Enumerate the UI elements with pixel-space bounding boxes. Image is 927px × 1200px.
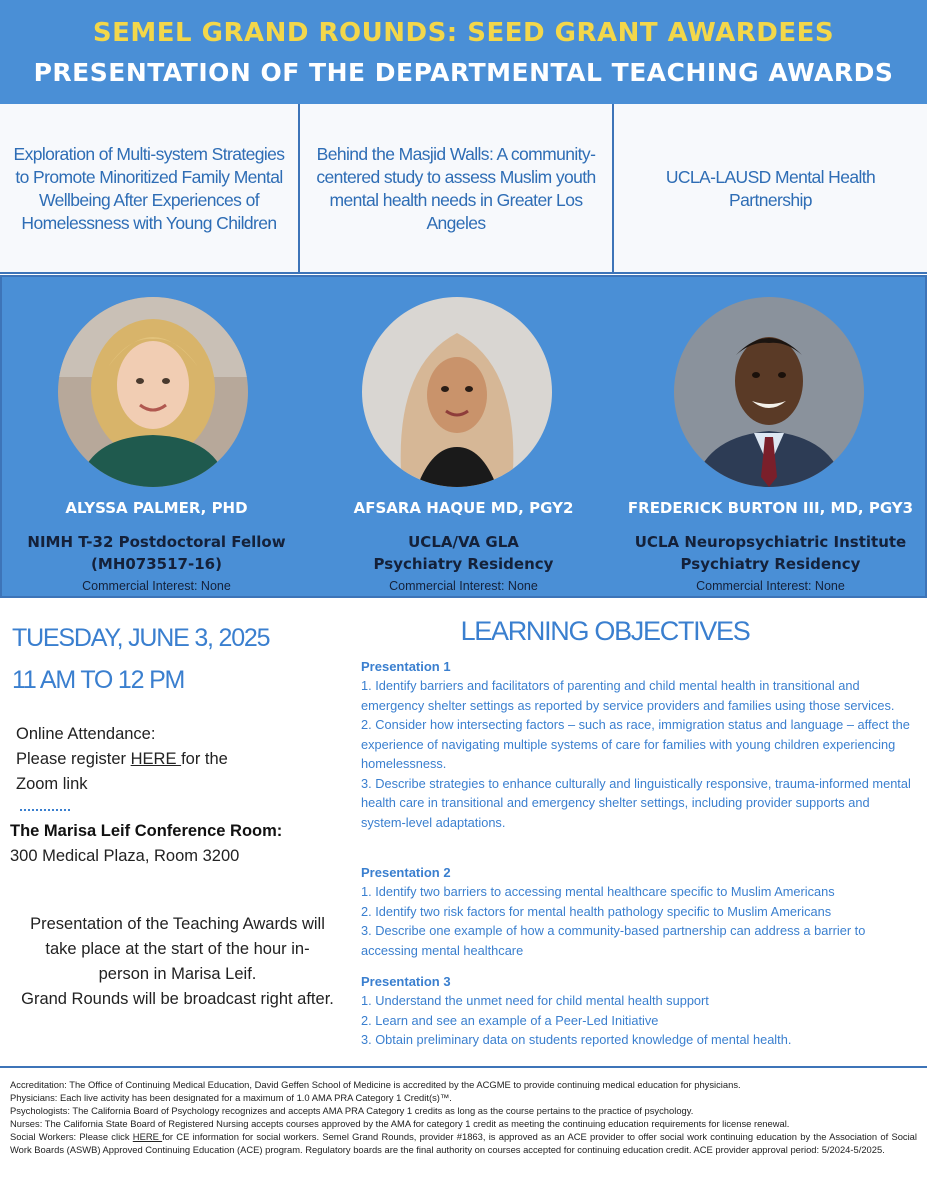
objectives-heading: Presentation 1 — [361, 659, 451, 674]
speaker-role-line: NIMH T-32 Postdoctoral Fellow — [27, 533, 286, 551]
online-register-text: Please register — [16, 750, 131, 768]
speaker-role — [2, 531, 311, 575]
social-workers-post: for CE information for social workers. Semel Grand Rounds, provider #1863, is approved as an ACE provider to offer social work continuing education by the Association of Social Work Boards (ASWB) Approved Continuing Education (ACE) program. Regulatory boards are the final authority on courses accepted for continuing education credit. ACE provider approval period: 5/2024-5/2025. — [10, 1131, 917, 1155]
awards-note-line: Presentation of the Teaching Awards will — [30, 915, 325, 933]
speaker-role-line: Psychiatry Residency — [373, 555, 554, 573]
online-register-line — [16, 747, 228, 772]
dotted-divider — [20, 809, 70, 811]
speaker-role — [616, 531, 925, 575]
objective-item: 2. Learn and see an example of a Peer-Led Initiative — [361, 1012, 659, 1028]
speaker-photo — [58, 297, 248, 487]
speaker-card — [616, 277, 925, 600]
social-workers-text — [10, 1130, 917, 1156]
speaker-photo — [362, 297, 552, 487]
speaker-commercial-interest: Commercial Interest: None — [696, 579, 845, 593]
zoom-link-text: Zoom link — [16, 775, 88, 793]
speakers-panel — [0, 275, 927, 598]
presentation-title-3: UCLA-LAUSD Mental Health Partnership — [665, 167, 876, 210]
objective-item: 1. Identify barriers and facilitators of parenting and child mental health in transitional and emergency shelter settings as reported by service providers and families using those services. — [361, 678, 895, 713]
header-banner — [0, 0, 927, 104]
event-time: 11 AM TO 12 PM — [12, 666, 185, 694]
presentation-title-1: Exploration of Multi-system Strategies to Promote Minoritized Family Mental Wellbeing After Experiences of Homelessness with Young Children — [13, 144, 285, 233]
speaker-name: AFSARA HAQUE MD, PGY2 — [353, 499, 574, 517]
speaker-role-line: UCLA/VA GLA — [408, 533, 519, 551]
social-workers-link[interactable]: HERE — [132, 1131, 163, 1142]
objectives-section — [361, 659, 911, 832]
speaker-role — [309, 531, 618, 575]
objectives-section — [361, 865, 911, 960]
accreditation-footer — [0, 1066, 927, 1200]
social-workers-pre: Social Workers: Please click — [10, 1131, 133, 1142]
speaker-name: FREDERICK BURTON III, MD, PGY3 — [627, 499, 914, 517]
speaker-card — [309, 277, 618, 600]
speaker-role-line: Psychiatry Residency — [680, 555, 861, 573]
objective-item: 1. Identify two barriers to accessing mental healthcare specific to Muslim Americans — [361, 884, 835, 899]
objectives-heading: Presentation 2 — [361, 865, 451, 880]
speaker-role-line: UCLA Neuropsychiatric Institute — [634, 533, 907, 551]
objective-item: 1. Understand the unmet need for child mental health support — [361, 993, 709, 1008]
awards-note-line: take place at the start of the hour in- — [45, 940, 310, 958]
objective-item: 2. Identify two risk factors for mental health pathology specific to Muslim Americans — [361, 903, 832, 919]
online-attendance-label: Online Attendance: — [16, 725, 156, 743]
physicians-text: Physicians: Each live activity has been designated for a maximum of 1.0 AMA PRA Category 1 Credit(s)™. — [10, 1092, 452, 1103]
accreditation-text: Accreditation: The Office of Continuing Medical Education, David Geffen School of Medicine is accredited by the ACGME to provide continuing medical education for physicians. — [10, 1079, 741, 1090]
event-date: TUESDAY, JUNE 3, 2025 — [12, 624, 270, 652]
psychologists-text: Psychologists: The California Board of Psychology recognizes and accepts AMA PRA Category 1 credits as long as the course pertains to the practice of psychology. — [10, 1105, 694, 1116]
presentation-title-2: Behind the Masjid Walls: A community-centered study to assess Muslim youth mental health needs in Greater Los Angeles — [316, 144, 596, 233]
objective-item: 2. Consider how intersecting factors – such as race, immigration status and language – affect the experience of navigating multiple systems of care for families with young children experiencing homelessness. — [361, 717, 910, 771]
room-name: The Marisa Leif Conference Room: — [10, 822, 283, 840]
speaker-photo — [674, 297, 864, 487]
speaker-name: ALYSSA PALMER, PHD — [65, 499, 248, 517]
speaker-commercial-interest: Commercial Interest: None — [82, 579, 231, 593]
header-title: SEMEL GRAND ROUNDS: SEED GRANT AWARDEES — [92, 18, 835, 48]
presentation-titles — [0, 104, 927, 274]
online-attendance — [16, 722, 228, 797]
learning-objectives — [360, 600, 920, 1065]
objective-item: 3. Describe one example of how a community-based partnership can address a barrier to accessing mental healthcare — [361, 923, 866, 958]
event-info — [0, 600, 350, 1065]
objectives-section — [361, 974, 911, 1050]
register-link[interactable]: HERE — [130, 750, 182, 768]
speaker-commercial-interest: Commercial Interest: None — [389, 579, 538, 593]
speaker-role-line: (MH073517-16) — [91, 555, 222, 573]
objective-item: 3. Describe strategies to enhance culturally and linguistically responsive, trauma-informed mental health care in transitional and emergency shelter settings, including provider supports and system-level adaptations. — [361, 775, 911, 830]
objective-item: 3. Obtain preliminary data on students reported knowledge of mental health. — [361, 1032, 792, 1047]
objectives-title: LEARNING OBJECTIVES — [460, 616, 750, 646]
speaker-card — [2, 277, 311, 600]
awards-note — [0, 912, 355, 1012]
online-register-text: for the — [181, 750, 228, 768]
awards-note-line: Grand Rounds will be broadcast right after. — [21, 990, 334, 1008]
header-subtitle: PRESENTATION OF THE DEPARTMENTAL TEACHING AWARDS — [33, 58, 894, 87]
objectives-heading: Presentation 3 — [361, 974, 451, 989]
nurses-text: Nurses: The California State Board of Registered Nursing accepts courses approved by the AMA for category 1 credit as meeting the continuing education requirements for license renewal. — [10, 1118, 790, 1129]
room-address: 300 Medical Plaza, Room 3200 — [10, 847, 240, 865]
awards-note-line: person in Marisa Leif. — [98, 965, 257, 983]
